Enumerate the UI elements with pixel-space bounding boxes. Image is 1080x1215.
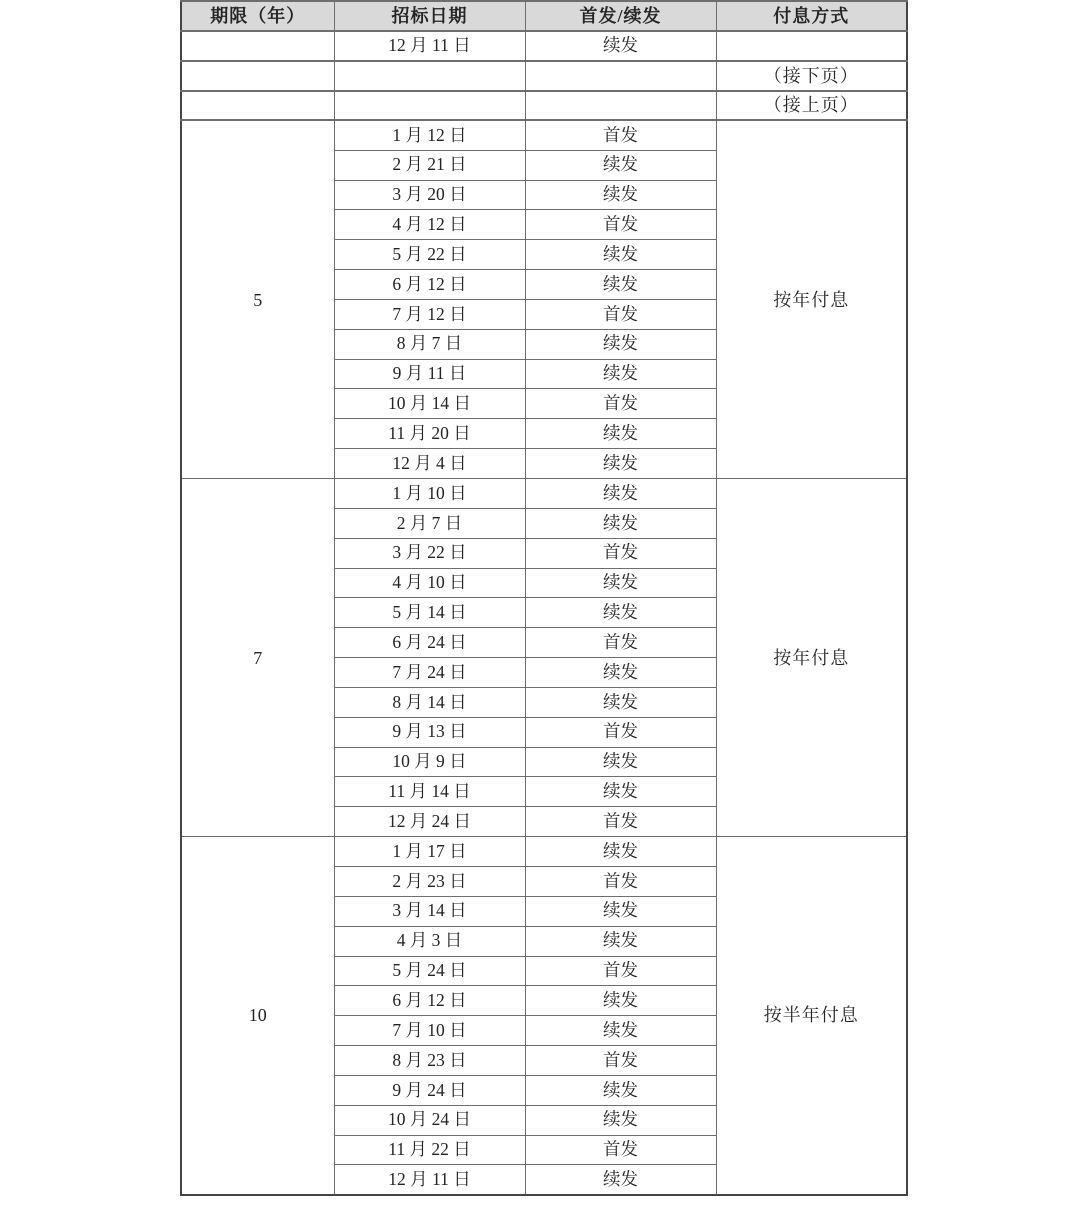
header-cell-term: 期限（年）	[181, 1, 334, 31]
note-empty-cell	[181, 91, 334, 121]
date-cell: 12 月 4 日	[334, 449, 525, 479]
carryover-payment-cell	[716, 31, 907, 61]
date-cell: 9 月 24 日	[334, 1075, 525, 1105]
date-cell: 6 月 24 日	[334, 628, 525, 658]
date-cell: 2 月 23 日	[334, 866, 525, 896]
status-cell: 续发	[525, 180, 716, 210]
date-cell: 5 月 24 日	[334, 956, 525, 986]
status-cell: 续发	[525, 986, 716, 1016]
status-cell: 续发	[525, 329, 716, 359]
date-cell: 11 月 20 日	[334, 419, 525, 449]
term-cell: 7	[181, 479, 334, 837]
date-cell: 8 月 23 日	[334, 1046, 525, 1076]
date-cell: 6 月 12 日	[334, 986, 525, 1016]
carryover-date-cell: 12 月 11 日	[334, 31, 525, 61]
date-cell: 1 月 10 日	[334, 479, 525, 509]
payment-cell: 按年付息	[716, 120, 907, 478]
schedule-row	[181, 837, 907, 867]
schedule-table-body	[181, 120, 907, 1194]
date-cell: 2 月 21 日	[334, 150, 525, 180]
status-cell: 续发	[525, 598, 716, 628]
payment-cell: 按半年付息	[716, 837, 907, 1195]
date-cell: 3 月 22 日	[334, 538, 525, 568]
status-cell: 续发	[525, 479, 716, 509]
date-cell: 3 月 14 日	[334, 896, 525, 926]
note-empty-cell	[525, 91, 716, 121]
date-cell: 11 月 14 日	[334, 777, 525, 807]
status-cell: 首发	[525, 717, 716, 747]
date-cell: 4 月 3 日	[334, 926, 525, 956]
date-cell: 9 月 13 日	[334, 717, 525, 747]
status-cell: 首发	[525, 956, 716, 986]
status-cell: 续发	[525, 449, 716, 479]
date-cell: 7 月 12 日	[334, 299, 525, 329]
status-cell: 续发	[525, 687, 716, 717]
schedule-row	[181, 479, 907, 509]
carryover-row	[181, 31, 907, 61]
note-empty-cell	[525, 61, 716, 91]
note-empty-cell	[181, 61, 334, 91]
schedule-table-header	[181, 1, 907, 31]
continuation-note-next: （接下页）	[716, 61, 907, 91]
schedule-row	[181, 120, 907, 150]
status-cell: 续发	[525, 359, 716, 389]
status-cell: 续发	[525, 1165, 716, 1195]
status-cell: 续发	[525, 419, 716, 449]
note-row-prev-page	[181, 91, 907, 121]
status-cell: 续发	[525, 1016, 716, 1046]
status-cell: 续发	[525, 777, 716, 807]
date-cell: 11 月 22 日	[334, 1135, 525, 1165]
status-cell: 续发	[525, 1105, 716, 1135]
status-cell: 续发	[525, 896, 716, 926]
note-row-next-page	[181, 61, 907, 91]
continuation-note-prev: （接上页）	[716, 91, 907, 121]
status-cell: 续发	[525, 658, 716, 688]
date-cell: 8 月 14 日	[334, 687, 525, 717]
status-cell: 首发	[525, 389, 716, 419]
status-cell: 首发	[525, 1046, 716, 1076]
header-row	[181, 1, 907, 31]
note-empty-cell	[334, 91, 525, 121]
status-cell: 续发	[525, 568, 716, 598]
date-cell: 2 月 7 日	[334, 508, 525, 538]
status-cell: 首发	[525, 628, 716, 658]
date-cell: 1 月 17 日	[334, 837, 525, 867]
tender-schedule-table	[180, 0, 908, 1196]
status-cell: 续发	[525, 747, 716, 777]
pre-header-rows	[181, 31, 907, 121]
date-cell: 8 月 7 日	[334, 329, 525, 359]
date-cell: 12 月 24 日	[334, 807, 525, 837]
status-cell: 续发	[525, 508, 716, 538]
carryover-status-cell: 续发	[525, 31, 716, 61]
status-cell: 首发	[525, 1135, 716, 1165]
date-cell: 6 月 12 日	[334, 270, 525, 300]
status-cell: 续发	[525, 240, 716, 270]
date-cell: 1 月 12 日	[334, 120, 525, 150]
header-cell-date: 招标日期	[334, 1, 525, 31]
date-cell: 12 月 11 日	[334, 1165, 525, 1195]
date-cell: 7 月 10 日	[334, 1016, 525, 1046]
date-cell: 9 月 11 日	[334, 359, 525, 389]
date-cell: 5 月 14 日	[334, 598, 525, 628]
date-cell: 3 月 20 日	[334, 180, 525, 210]
header-cell-payment: 付息方式	[716, 1, 907, 31]
status-cell: 续发	[525, 1075, 716, 1105]
status-cell: 首发	[525, 120, 716, 150]
term-cell: 10	[181, 837, 334, 1195]
date-cell: 4 月 12 日	[334, 210, 525, 240]
status-cell: 首发	[525, 210, 716, 240]
date-cell: 5 月 22 日	[334, 240, 525, 270]
term-cell: 5	[181, 120, 334, 478]
note-empty-cell	[334, 61, 525, 91]
header-cell-status: 首发/续发	[525, 1, 716, 31]
date-cell: 10 月 14 日	[334, 389, 525, 419]
carryover-term-cell	[181, 31, 334, 61]
date-cell: 7 月 24 日	[334, 658, 525, 688]
status-cell: 首发	[525, 538, 716, 568]
status-cell: 续发	[525, 837, 716, 867]
date-cell: 10 月 9 日	[334, 747, 525, 777]
status-cell: 续发	[525, 270, 716, 300]
payment-cell: 按年付息	[716, 479, 907, 837]
date-cell: 4 月 10 日	[334, 568, 525, 598]
status-cell: 首发	[525, 866, 716, 896]
status-cell: 续发	[525, 150, 716, 180]
status-cell: 首发	[525, 807, 716, 837]
date-cell: 10 月 24 日	[334, 1105, 525, 1135]
status-cell: 续发	[525, 926, 716, 956]
status-cell: 首发	[525, 299, 716, 329]
